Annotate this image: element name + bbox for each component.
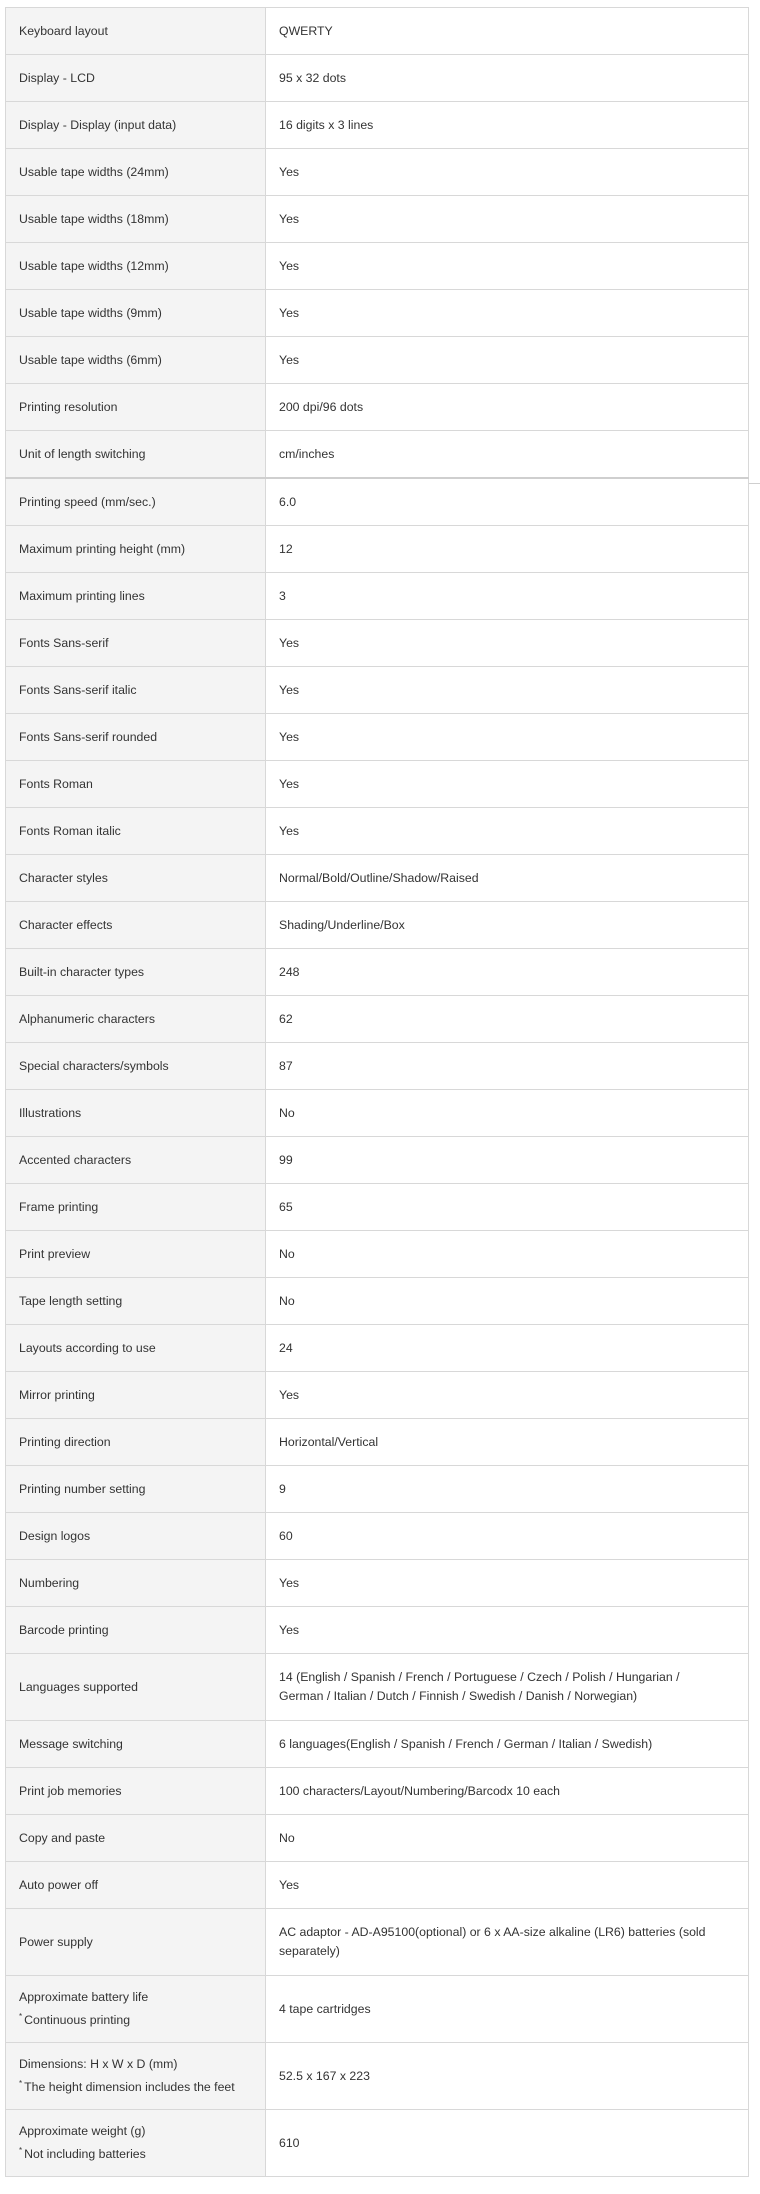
spec-label: Print job memories xyxy=(19,1783,122,1798)
spec-label: Tape length setting xyxy=(19,1293,123,1308)
spec-value: 4 tape cartridges xyxy=(279,2001,371,2016)
spec-label-cell xyxy=(6,478,266,526)
spec-label-cell xyxy=(6,808,266,855)
spec-value-cell xyxy=(266,2110,749,2177)
spec-value-cell xyxy=(266,1137,749,1184)
spec-value-cell xyxy=(266,1607,749,1654)
spec-value: 9 xyxy=(279,1481,286,1496)
spec-value: Shading/Underline/Box xyxy=(279,917,405,932)
spec-value-cell xyxy=(266,1976,749,2043)
spec-label-cell xyxy=(6,2043,266,2110)
spec-value: Yes xyxy=(279,305,300,320)
spec-table-body xyxy=(6,8,749,2177)
spec-value: Yes xyxy=(279,211,300,226)
spec-note xyxy=(19,2074,252,2097)
table-row xyxy=(6,384,749,431)
spec-label-cell xyxy=(6,384,266,431)
spec-value-cell xyxy=(266,1768,749,1815)
spec-value: 200 dpi/96 dots xyxy=(279,399,364,414)
spec-label: Display - Display (input data) xyxy=(19,117,177,132)
spec-label-cell xyxy=(6,526,266,573)
spec-value: 52.5 x 167 x 223 xyxy=(279,2068,370,2083)
table-row xyxy=(6,761,749,808)
spec-value: Normal/Bold/Outline/Shadow/Raised xyxy=(279,870,479,885)
table-row xyxy=(6,996,749,1043)
table-row xyxy=(6,478,749,526)
spec-label: Built-in character types xyxy=(19,964,145,979)
note-marker: * xyxy=(19,2078,23,2088)
spec-label: Illustrations xyxy=(19,1105,82,1120)
spec-label: Copy and paste xyxy=(19,1830,106,1845)
table-row xyxy=(6,55,749,102)
spec-value: 65 xyxy=(279,1199,293,1214)
spec-value: No xyxy=(279,1105,295,1120)
spec-label: Usable tape widths (9mm) xyxy=(19,305,162,320)
spec-value-cell xyxy=(266,902,749,949)
spec-value-cell xyxy=(266,1325,749,1372)
spec-value: QWERTY xyxy=(279,23,333,38)
spec-value-cell xyxy=(266,290,749,337)
spec-value: 100 characters/Layout/Numbering/Barcodx 10 each xyxy=(279,1783,560,1798)
spec-label-cell xyxy=(6,1976,266,2043)
table-row xyxy=(6,1976,749,2043)
spec-label: Alphanumeric characters xyxy=(19,1011,156,1026)
spec-label-cell xyxy=(6,1862,266,1909)
table-row xyxy=(6,855,749,902)
table-row xyxy=(6,808,749,855)
spec-value: Yes xyxy=(279,682,300,697)
spec-label-cell xyxy=(6,8,266,55)
spec-value-cell xyxy=(266,996,749,1043)
table-row xyxy=(6,1654,749,1721)
spec-value-cell xyxy=(266,573,749,620)
spec-value: AC adaptor - AD-A95100(optional) or 6 x AA-size alkaline (LR6) batteries (sold separately) xyxy=(279,1925,706,1958)
spec-label: Fonts Sans-serif rounded xyxy=(19,729,158,744)
spec-label: Special characters/symbols xyxy=(19,1058,169,1073)
spec-value: 24 xyxy=(279,1340,293,1355)
spec-value: 6 languages(English / Spanish / French / German / Italian / Swedish) xyxy=(279,1736,653,1751)
spec-value-cell xyxy=(266,855,749,902)
table-row xyxy=(6,337,749,384)
spec-label: Display - LCD xyxy=(19,70,95,85)
spec-label-cell xyxy=(6,996,266,1043)
spec-value-cell xyxy=(266,526,749,573)
table-row xyxy=(6,1721,749,1768)
spec-label-cell xyxy=(6,1815,266,1862)
spec-value-cell xyxy=(266,1721,749,1768)
spec-label-cell xyxy=(6,1090,266,1137)
spec-label-cell xyxy=(6,1419,266,1466)
spec-label: Layouts according to use xyxy=(19,1340,156,1355)
spec-value-cell xyxy=(266,431,749,479)
spec-value-cell xyxy=(266,149,749,196)
spec-label: Printing resolution xyxy=(19,399,118,414)
spec-value: 95 x 32 dots xyxy=(279,70,346,85)
spec-label: Auto power off xyxy=(19,1877,99,1892)
spec-value: Yes xyxy=(279,1387,300,1402)
table-row xyxy=(6,1043,749,1090)
spec-value: 6.0 xyxy=(279,494,297,509)
spec-label: Character effects xyxy=(19,917,113,932)
spec-label-cell xyxy=(6,149,266,196)
spec-value-cell xyxy=(266,1090,749,1137)
note-marker: * xyxy=(19,2011,23,2021)
spec-label-cell xyxy=(6,1513,266,1560)
spec-value: Yes xyxy=(279,635,300,650)
spec-note-text: Not including batteries xyxy=(24,2147,146,2162)
spec-value: cm/inches xyxy=(279,446,335,461)
spec-label-cell xyxy=(6,1768,266,1815)
spec-label-cell xyxy=(6,573,266,620)
spec-value: 60 xyxy=(279,1528,293,1543)
spec-value-cell xyxy=(266,1815,749,1862)
spec-value: 610 xyxy=(279,2135,300,2150)
spec-label: Numbering xyxy=(19,1575,80,1590)
table-row xyxy=(6,1325,749,1372)
spec-value-cell xyxy=(266,1372,749,1419)
spec-label: Mirror printing xyxy=(19,1387,95,1402)
spec-label: Usable tape widths (18mm) xyxy=(19,211,169,226)
spec-label: Unit of length switching xyxy=(19,446,146,461)
spec-label-cell xyxy=(6,1721,266,1768)
spec-value-cell xyxy=(266,808,749,855)
table-row xyxy=(6,1815,749,1862)
table-row xyxy=(6,1231,749,1278)
spec-value: No xyxy=(279,1293,295,1308)
spec-value: Yes xyxy=(279,352,300,367)
spec-label-cell xyxy=(6,667,266,714)
spec-value: No xyxy=(279,1830,295,1845)
spec-label: Barcode printing xyxy=(19,1622,109,1637)
spec-value-cell xyxy=(266,949,749,996)
spec-label-cell xyxy=(6,290,266,337)
table-row xyxy=(6,1607,749,1654)
spec-label-cell xyxy=(6,337,266,384)
table-row xyxy=(6,1278,749,1325)
spec-value-cell xyxy=(266,1184,749,1231)
spec-value: Yes xyxy=(279,1877,300,1892)
table-row xyxy=(6,431,749,479)
spec-value: Yes xyxy=(279,823,300,838)
table-row xyxy=(6,667,749,714)
spec-value: 62 xyxy=(279,1011,293,1026)
spec-value-cell xyxy=(266,337,749,384)
spec-value-cell xyxy=(266,384,749,431)
spec-label: Fonts Sans-serif italic xyxy=(19,682,137,697)
table-row xyxy=(6,2043,749,2110)
spec-label-cell xyxy=(6,1909,266,1976)
table-row xyxy=(6,2110,749,2177)
spec-label-cell xyxy=(6,431,266,479)
spec-label: Usable tape widths (24mm) xyxy=(19,164,169,179)
spec-label-cell xyxy=(6,1137,266,1184)
spec-value-cell xyxy=(266,1654,749,1721)
spec-note-text: The height dimension includes the feet xyxy=(24,2080,235,2095)
spec-value-cell xyxy=(266,8,749,55)
table-row xyxy=(6,526,749,573)
spec-value-cell xyxy=(266,2043,749,2110)
spec-label-cell xyxy=(6,902,266,949)
spec-value-cell xyxy=(266,55,749,102)
spec-label: Character styles xyxy=(19,870,108,885)
spec-label: Keyboard layout xyxy=(19,23,108,38)
spec-label: Fonts Sans-serif xyxy=(19,635,109,650)
note-marker: * xyxy=(19,2145,23,2155)
spec-label-cell xyxy=(6,55,266,102)
spec-label-cell xyxy=(6,2110,266,2177)
spec-value-cell xyxy=(266,1419,749,1466)
spec-label-cell xyxy=(6,1043,266,1090)
spec-label: Dimensions: H x W x D (mm) xyxy=(19,2056,178,2071)
spec-value-cell xyxy=(266,102,749,149)
spec-label: Printing speed (mm/sec.) xyxy=(19,494,156,509)
spec-note-text: Continuous printing xyxy=(24,2013,131,2028)
spec-label: Maximum printing height (mm) xyxy=(19,541,186,556)
spec-value: 12 xyxy=(279,541,293,556)
spec-label-cell xyxy=(6,1654,266,1721)
spec-label: Approximate weight (g) xyxy=(19,2123,146,2138)
spec-label: Languages supported xyxy=(19,1679,138,1694)
spec-value: 248 xyxy=(279,964,300,979)
spec-label: Maximum printing lines xyxy=(19,588,145,603)
table-row xyxy=(6,1184,749,1231)
spec-label: Printing direction xyxy=(19,1434,111,1449)
spec-label-cell xyxy=(6,196,266,243)
spec-value: 99 xyxy=(279,1152,293,1167)
spec-label-cell xyxy=(6,855,266,902)
spec-label: Fonts Roman italic xyxy=(19,823,121,838)
spec-value-cell xyxy=(266,243,749,290)
spec-label-cell xyxy=(6,761,266,808)
table-row xyxy=(6,1909,749,1976)
spec-value: Yes xyxy=(279,258,300,273)
spec-value-cell xyxy=(266,1466,749,1513)
spec-value-cell xyxy=(266,196,749,243)
spec-label-cell xyxy=(6,620,266,667)
spec-label: Usable tape widths (12mm) xyxy=(19,258,169,273)
spec-table xyxy=(5,7,749,2177)
spec-label: Print preview xyxy=(19,1246,91,1261)
table-row xyxy=(6,8,749,55)
table-row xyxy=(6,243,749,290)
spec-label-cell xyxy=(6,1325,266,1372)
table-row xyxy=(6,1090,749,1137)
spec-label-cell xyxy=(6,243,266,290)
spec-label: Printing number setting xyxy=(19,1481,146,1496)
spec-value: Yes xyxy=(279,776,300,791)
spec-value-cell xyxy=(266,667,749,714)
spec-label: Power supply xyxy=(19,1934,93,1949)
spec-label: Frame printing xyxy=(19,1199,99,1214)
spec-label-cell xyxy=(6,1231,266,1278)
spec-label: Accented characters xyxy=(19,1152,132,1167)
spec-note xyxy=(19,2007,252,2030)
spec-label: Approximate battery life xyxy=(19,1989,149,2004)
spec-value: 14 (English / Spanish / French / Portuguese / Czech / Polish / Hungarian / German / Italian / Dutch / Finnish / Swedish / Danish / Norwegian) xyxy=(279,1670,680,1703)
table-row xyxy=(6,1137,749,1184)
spec-value: Yes xyxy=(279,1622,300,1637)
spec-value-cell xyxy=(266,1862,749,1909)
table-row xyxy=(6,1560,749,1607)
table-row xyxy=(6,573,749,620)
spec-value: No xyxy=(279,1246,295,1261)
table-row xyxy=(6,1419,749,1466)
spec-note xyxy=(19,2141,252,2164)
table-row xyxy=(6,620,749,667)
spec-value-cell xyxy=(266,1278,749,1325)
table-row xyxy=(6,1513,749,1560)
table-row xyxy=(6,1768,749,1815)
spec-value-cell xyxy=(266,478,749,526)
spec-value: Yes xyxy=(279,164,300,179)
spec-value: Yes xyxy=(279,729,300,744)
spec-label-cell xyxy=(6,1184,266,1231)
table-row xyxy=(6,290,749,337)
spec-label: Message switching xyxy=(19,1736,123,1751)
spec-value: Yes xyxy=(279,1575,300,1590)
table-row xyxy=(6,1372,749,1419)
spec-value-cell xyxy=(266,1043,749,1090)
spec-value-cell xyxy=(266,761,749,808)
table-row xyxy=(6,949,749,996)
table-row xyxy=(6,902,749,949)
spec-value-cell xyxy=(266,1231,749,1278)
table-row xyxy=(6,196,749,243)
spec-label-cell xyxy=(6,1278,266,1325)
spec-label-cell xyxy=(6,102,266,149)
spec-value: 3 xyxy=(279,588,286,603)
spec-label-cell xyxy=(6,1372,266,1419)
spec-value-cell xyxy=(266,1513,749,1560)
table-row xyxy=(6,714,749,761)
table-row xyxy=(6,1466,749,1513)
spec-label-cell xyxy=(6,1607,266,1654)
spec-value: 87 xyxy=(279,1058,293,1073)
spec-label: Fonts Roman xyxy=(19,776,93,791)
spec-label-cell xyxy=(6,949,266,996)
spec-value-cell xyxy=(266,714,749,761)
spec-label: Design logos xyxy=(19,1528,91,1543)
spec-label-cell xyxy=(6,1560,266,1607)
table-row xyxy=(6,102,749,149)
spec-label-cell xyxy=(6,714,266,761)
spec-value: Horizontal/Vertical xyxy=(279,1434,379,1449)
spec-value-cell xyxy=(266,1560,749,1607)
table-row xyxy=(6,1862,749,1909)
spec-value-cell xyxy=(266,620,749,667)
spec-value-cell xyxy=(266,1909,749,1976)
spec-label: Usable tape widths (6mm) xyxy=(19,352,162,367)
table-row xyxy=(6,149,749,196)
spec-label-cell xyxy=(6,1466,266,1513)
spec-value: 16 digits x 3 lines xyxy=(279,117,374,132)
